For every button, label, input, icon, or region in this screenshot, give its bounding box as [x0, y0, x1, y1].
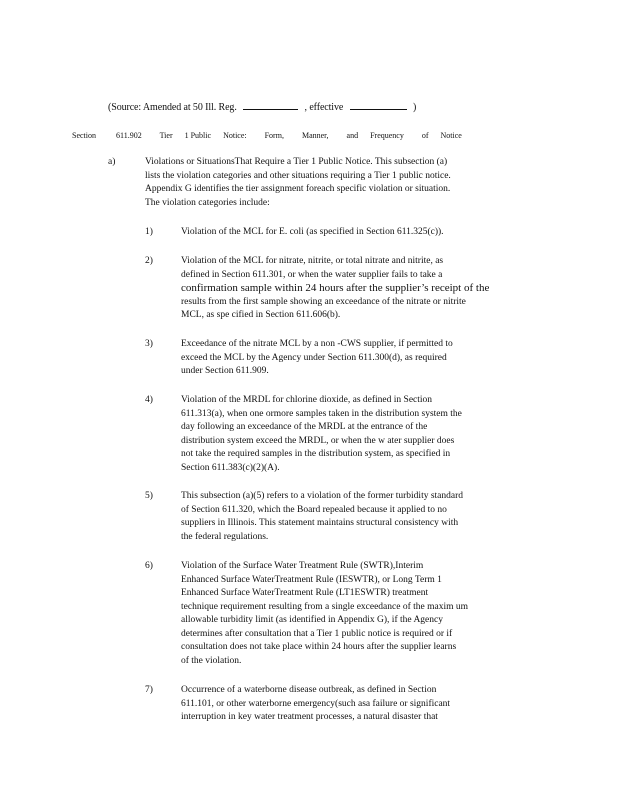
text-line: Enhanced Surface WaterTreatment Rule (LT1ESWTR) treatment: [181, 588, 429, 598]
text-line: of Section 611.320, which the Board repealed because it applied to no: [181, 504, 447, 515]
text-line: 611.101, or other waterborne emergency(such asa failure or significant: [181, 698, 451, 709]
text-line: The violation categories include:: [145, 197, 270, 208]
item-marker: 2): [145, 256, 153, 266]
item-marker: 6): [145, 561, 153, 571]
text-line: exceed the MCL by the Agency under Section 611.300(d), as required: [181, 352, 447, 363]
subsection-marker: a): [108, 157, 116, 167]
text-line: suppliers in Illinois. This statement maintains structural consistency with: [181, 518, 459, 528]
text-line: Violations or SituationsThat Require a Tier 1 Public Notice. This subsection (a): [145, 157, 448, 167]
item-marker: 3): [145, 339, 153, 349]
text-line: 611.313(a), when one ormore samples taken in the distribution system the: [181, 408, 462, 419]
section-title-part: and: [346, 131, 359, 140]
item-3-text: [181, 338, 541, 379]
section-number: 611.902: [116, 131, 142, 140]
item-6-text: [181, 560, 541, 668]
text-line: interruption in key water treatment processes, a natural disaster that: [181, 712, 438, 722]
text-line: technique requirement resulting from a single exceedance of the maxim um: [181, 601, 469, 612]
source-note-effective: , effective: [304, 102, 344, 113]
subsection-a-text: [145, 156, 530, 210]
text-line: consultation does not take place within 24 hours after the supplier learns: [181, 642, 457, 652]
item-7-text: [181, 684, 541, 725]
effective-date-blank: [350, 101, 407, 110]
text-line: Violation of the MCL for E. coli (as specified in Section 611.325(c)).: [181, 227, 444, 237]
text-line: Enhanced Surface WaterTreatment Rule (IESWTR), or Long Term 1: [181, 574, 442, 585]
item-1-text: [181, 226, 541, 240]
text-line: Violation of the MRDL for chlorine dioxide, as defined in Section: [181, 395, 433, 405]
section-title-part: Notice: [440, 131, 462, 140]
section-title-part: Manner,: [301, 131, 329, 140]
item-4-text: [181, 394, 541, 475]
text-line: defined in Section 611.301, or when the water supplier fails to take a: [181, 269, 443, 280]
text-line: results from the first sample showing an exceedance of the nitrate or nitrite: [181, 296, 466, 307]
text-line: This subsection (a)(5) refers to a violation of the former turbidity standard: [181, 491, 464, 501]
section-title-part: of: [421, 131, 429, 140]
section-title-part: Form,: [264, 131, 284, 140]
text-line: allowable turbidity limit (as identified in Appendix G), if the Agency: [181, 615, 443, 625]
text-line: Occurrence of a waterborne disease outbreak, as defined in Section: [181, 685, 437, 695]
source-note: [108, 101, 416, 114]
item-marker: 1): [145, 227, 153, 237]
section-title-part: 1 Public: [184, 131, 212, 140]
text-line: Violation of the MCL for nitrate, nitrite, or total nitrate and nitrite, as: [181, 256, 444, 266]
text-line: not take the required samples in the distribution system, as specified in: [181, 449, 451, 459]
text-line: Appendix G identifies the tier assignment foreach specific violation or situation.: [145, 184, 451, 194]
text-line: day following an exceedance of the MRDL at the entrance of the: [181, 422, 428, 432]
text-line: the federal regulations.: [181, 531, 269, 542]
source-note-suffix: ): [413, 102, 417, 113]
source-note-prefix: (Source: Amended at 50 Ill. Reg.: [108, 102, 237, 113]
section-label: Section: [72, 131, 96, 140]
text-line: Exceedance of the nitrate MCL by a non -CWS supplier, if permitted to: [181, 339, 453, 349]
section-title-part: Notice:: [223, 131, 247, 140]
amendment-register-blank: [243, 101, 298, 110]
section-title-part: Tier: [159, 131, 173, 140]
text-line: Section 611.383(c)(2)(A).: [181, 462, 280, 473]
text-line: under Section 611.909.: [181, 366, 269, 376]
text-line: MCL, as spe cified in Section 611.606(b).: [181, 310, 341, 320]
text-line: determines after consultation that a Tier 1 public notice is required or if: [181, 628, 453, 639]
section-title-part: Frequency: [370, 131, 404, 140]
item-marker: 4): [145, 395, 153, 405]
text-line: lists the violation categories and other situations requiring a Tier 1 public notice.: [145, 170, 451, 181]
section-heading: [72, 130, 472, 142]
text-line: of the violation.: [181, 655, 242, 666]
item-marker: 5): [145, 491, 153, 501]
text-line: Violation of the Surface Water Treatment Rule (SWTR),Interim: [181, 561, 424, 571]
item-5-text: [181, 490, 541, 544]
item-2-text: [181, 255, 541, 323]
text-line: distribution system exceed the MRDL, or when the w ater supplier does: [181, 435, 455, 446]
text-line: confirmation sample within 24 hours after the supplier’s receipt of the: [181, 282, 490, 294]
item-marker: 7): [145, 685, 153, 695]
